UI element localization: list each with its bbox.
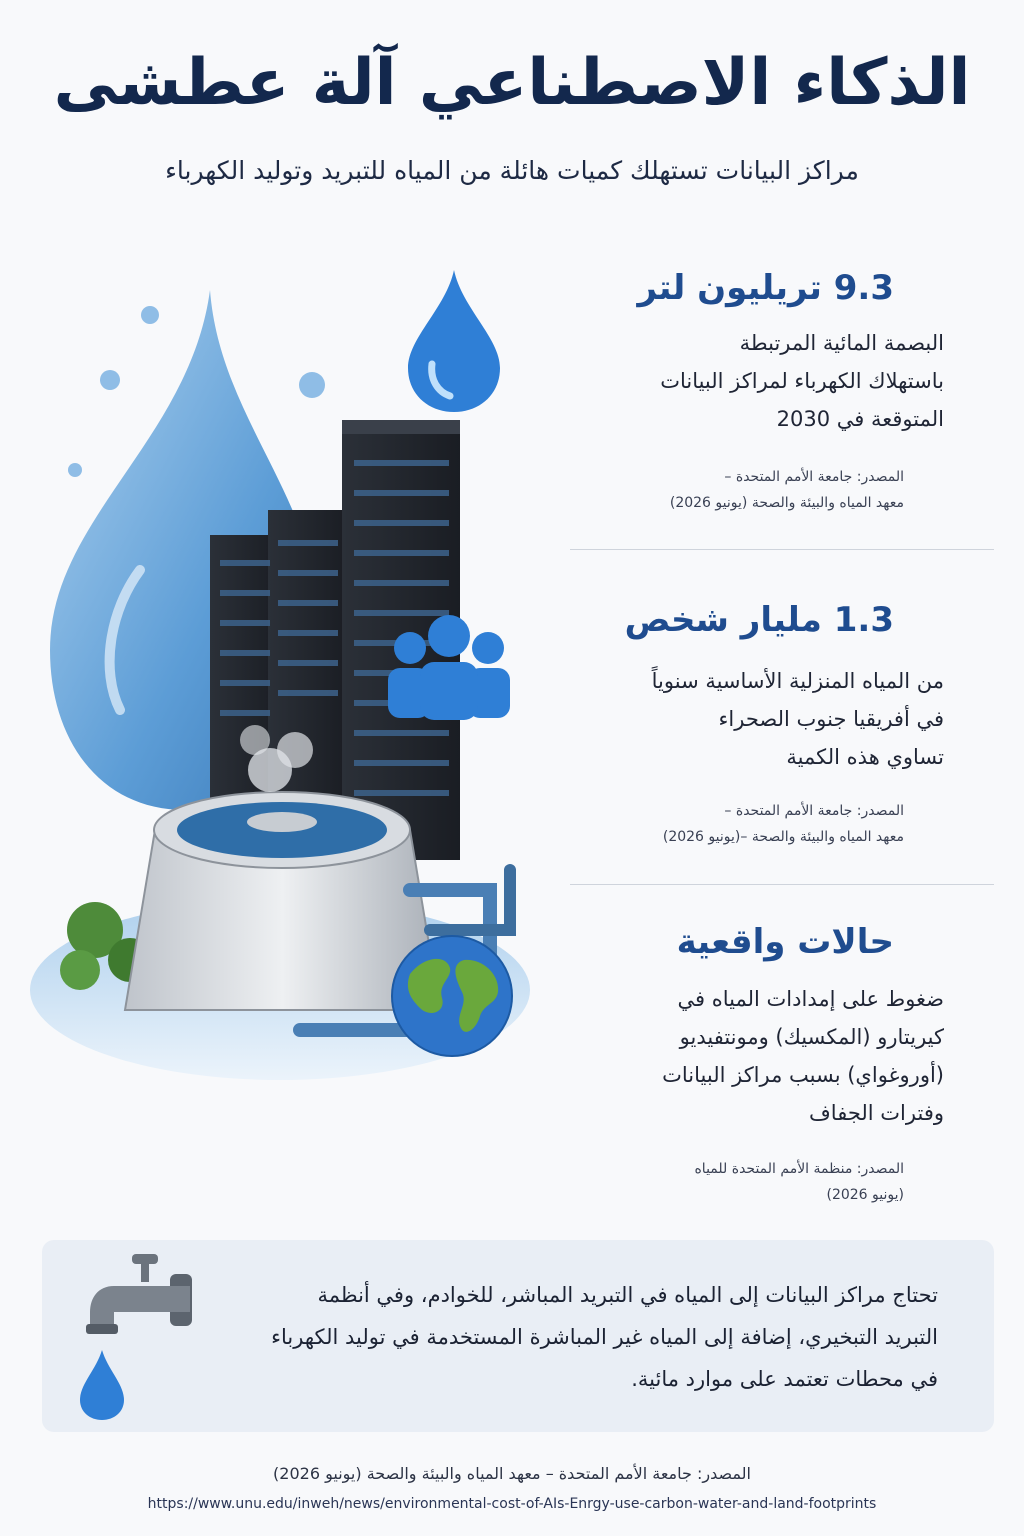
- source-line: المصدر: جامعة الأمم المتحدة –: [724, 803, 904, 819]
- stat-source: [584, 464, 904, 516]
- source-line: معهد المياه والبيئة والصحة (يونيو 2026): [669, 495, 904, 511]
- stat-desc-line: من المياه المنزلية الأساسية سنوياً: [651, 669, 944, 693]
- source-line: المصدر: منظمة الأمم المتحدة للمياه: [694, 1161, 904, 1177]
- stat-title: 9.3 تريليون لتر: [637, 268, 894, 308]
- stat-desc-line: ضغوط على إمدادات المياه في: [677, 987, 944, 1011]
- info-box: [42, 1240, 994, 1432]
- stat-description: [644, 324, 944, 438]
- stat-desc-line: (أوروغواي) بسبب مراكز البيانات: [662, 1063, 944, 1087]
- source-line: المصدر: جامعة الأمم المتحدة –: [724, 469, 904, 485]
- stat-description: [644, 980, 944, 1132]
- stat-desc-line: كيريتارو (المكسيك) ومونتفيديو: [679, 1025, 944, 1049]
- stat-desc-line: البصمة المائية المرتبطة: [739, 331, 944, 355]
- divider: [570, 884, 994, 885]
- info-line: تحتاج مراكز البيانات إلى المياه في التبريد المباشر، للخوادم، وفي أنظمة: [317, 1283, 938, 1307]
- stat-water-footprint: [384, 268, 984, 528]
- water-tap-icon: [78, 1246, 208, 1422]
- stat-source: [584, 1156, 904, 1208]
- page-subtitle: مراكز البيانات تستهلك كميات هائلة من المياه للتبريد وتوليد الكهرباء: [165, 156, 859, 185]
- stat-title: حالات واقعية: [676, 922, 894, 962]
- source-line: (يونيو 2026): [826, 1187, 904, 1203]
- stat-source: [584, 798, 904, 850]
- stat-desc-line: المتوقعة في 2030: [776, 407, 944, 431]
- footer-source: المصدر: جامعة الأمم المتحدة – معهد المياه والبيئة والصحة (يونيو 2026): [273, 1464, 751, 1483]
- page-title: الذكاء الاصطناعي آلة عطشى: [53, 46, 971, 120]
- stat-desc-line: في أفريقيا جنوب الصحراء: [718, 707, 944, 731]
- source-line: معهد المياه والبيئة والصحة –(يونيو 2026): [662, 829, 904, 845]
- stat-title: 1.3 مليار شخص: [624, 600, 894, 640]
- stat-desc-line: تساوي هذه الكمية: [786, 745, 944, 769]
- info-line: في محطات تعتمد على موارد مائية.: [631, 1367, 938, 1391]
- footer-url-link[interactable]: https://www.unu.edu/inweh/news/environmental-cost-of-AIs-Enrgy-use-carbon-water-and-land-footprints: [147, 1496, 877, 1512]
- stat-desc-line: باستهلاك الكهرباء لمراكز البيانات: [660, 369, 944, 393]
- stat-desc-line: وفترات الجفاف: [809, 1101, 944, 1125]
- info-line: التبريد التبخيري، إضافة إلى المياه غير المباشرة المستخدمة في توليد الكهرباء: [271, 1325, 938, 1349]
- stat-people-affected: [384, 600, 984, 860]
- info-text: [218, 1274, 938, 1400]
- stat-real-cases: [384, 922, 984, 1222]
- stat-description: [644, 662, 944, 776]
- divider: [570, 549, 994, 550]
